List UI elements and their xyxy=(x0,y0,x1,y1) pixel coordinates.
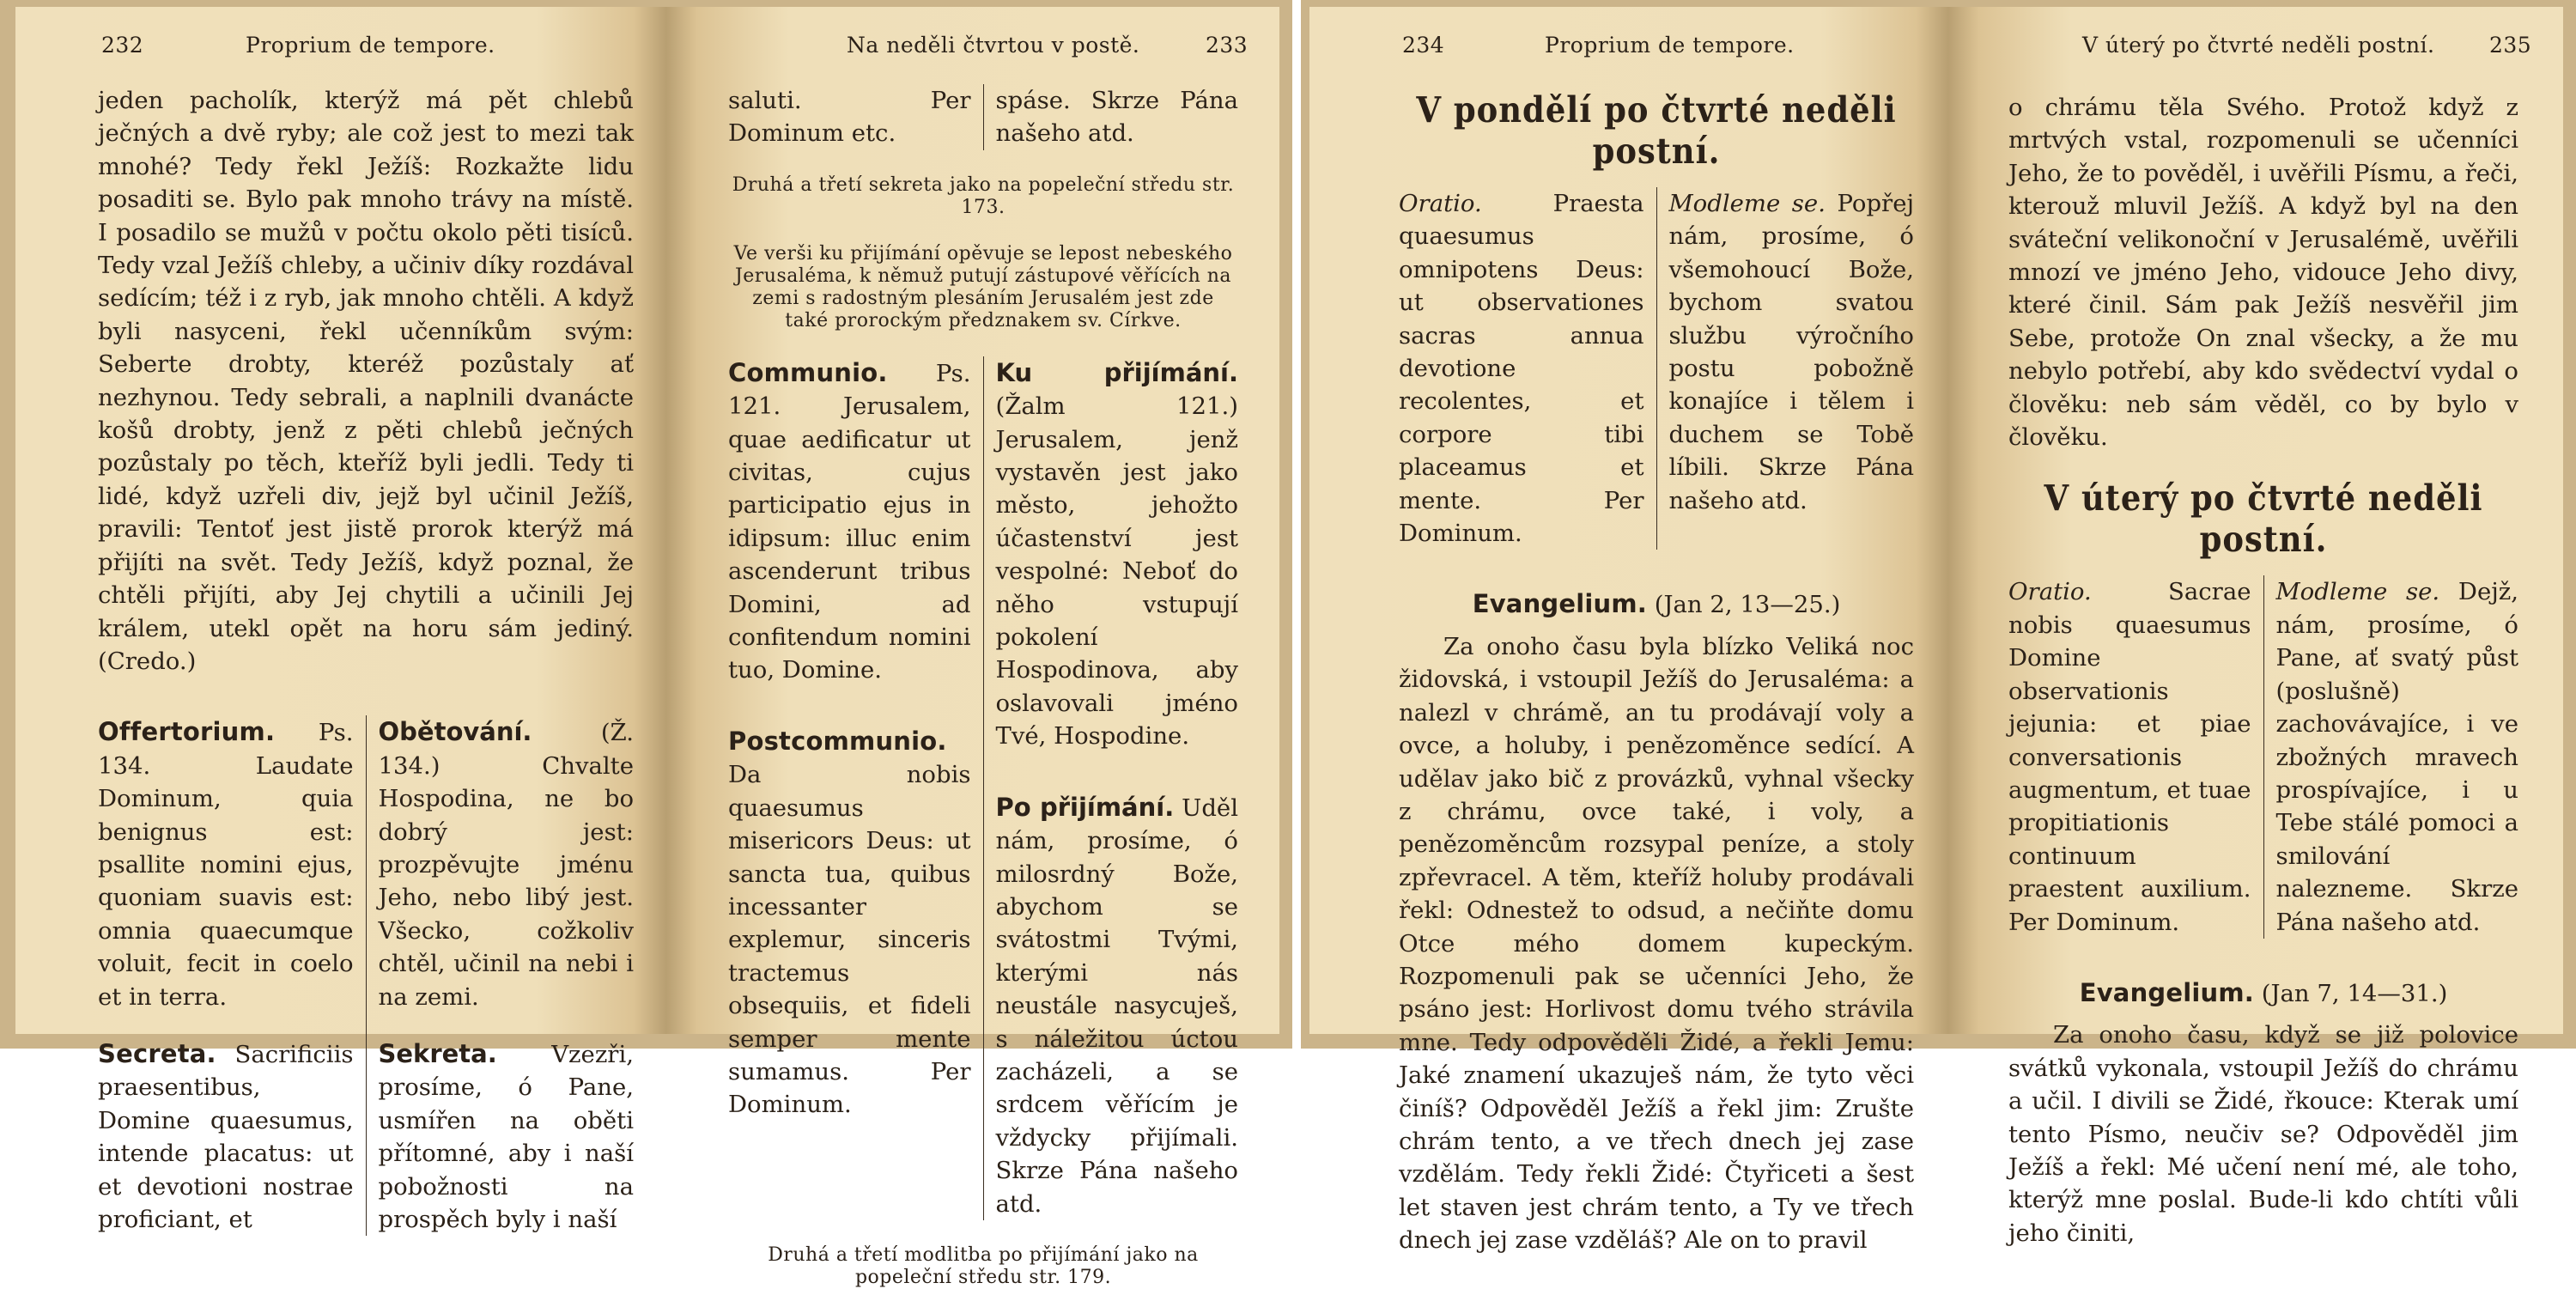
offertorium-text: Laudate Dominum, quia benignus est: psallite nomini ejus, quoniam suavis est: omnia quaecumque voluit, fecit in coelo et in terra. xyxy=(98,751,354,1011)
day-title-tuesday: V úterý po čtvrté neděli postní. xyxy=(2044,477,2483,561)
ku-prijimani-text: Jerusalem, jenž vystavěn jest jako město, jehožto účastenství jest vespolné: Neboť do něho vstupují pokolení Hospodinova, aby oslavovali jméno Tvé, Hospodine. xyxy=(995,425,1238,751)
offertorium-ref: Ps. 134. xyxy=(98,719,354,780)
rubric-note-communio: Ve verši ku přijímání opěvuje se lepost nebeského Jerusaléma, k němuž putují zástupové věřících na zemi s radostným plesáním Jerusalém jest zde také prorockým předznakem sv. Církve. xyxy=(733,242,1233,331)
evangelium-text: Za onoho času byla blízko Veliká noc židovská, i vstoupil Ježíš do Jerusaléma: a nalezl v chrámě, an tu prodávají voly a ovce, a holuby, i penězoměnce sedící. A udělav jako bič z provázků, vyhnal všecky z chrámu, ovce také, i voly, a penězoměncům rozsypal peníze, a stoly zpřevracel. A těm, kteříž holuby prodávali řekl: Odnestež to odsud, a nečiňte domu Otce mého domem kupeckým. Rozpomenuli pak se učenníci Jeho, že psáno jest: Horlivost domu tvého strávila mne. Tedy odpověděli Židé, a řekli Jemu: Jaké znamení ukazuješ nám, že tyto věci činíš? Odpověděl Ježíš a řekl jim: Zrušte chrám tento, a ve třech dnech jej zase vzdělám. Tedy řekli Židé: Čtyřiceti a šest let staven jest chrám tento, a Ty ve třech dnech jej zase vzděláš? Ale on to pravil xyxy=(1399,632,1914,1255)
postcommunio-heading: Postcommunio. xyxy=(728,726,947,756)
page-number: 234 xyxy=(1402,33,1445,58)
header-title: Proprium de tempore. xyxy=(1545,33,1795,58)
modleme-label: Modleme se. xyxy=(2275,578,2440,606)
header-title: V úterý po čtvrté neděli postní. xyxy=(2082,33,2435,58)
rubric-note-secreta: Druhá a třetí sekreta jako na popeleční středu str. 173. xyxy=(732,173,1235,218)
po-prijimani-text: Uděl nám, prosíme, ó milosrdný Bože, abychom se svátostmi Tvými, kterými nás neustále nasycuješ, s náležitou úctou zacházeli, a se srdcem věřícím je vždycky přijímali. Skrze Pána našeho atd. xyxy=(995,793,1239,1218)
gospel-continuation: jeden pacholík, kterýž má pět chlebů ječných a dvě ryby; ale což jest to mezi tak mnohé? Tedy řekl Ježíš: Rozkažte lidu posaditi se. Bylo pak mnoho trávy na místě. I posadilo se mužů v počtu okolo pěti tisíců. Tedy vzal Ježíš chleby, a učiniv díky rozdával sedícím; též i z ryb, jak mnoho chtěli. A když byli nasyceni, řekl učenníkům svým: Seberte drobty, kteréž pozůstaly ať nezhynou. Tedy sebrali, a naplnili dvanácte košů drobty, jenž z pěti chlebů ječných pozůstaly po těch, kteříž byli jedli. Tedy ti lidé, když uzřeli div, jejž byl učinil Ježíš, pravili: Tentoť jest jistě prorok kterýž má přijíti na svět. Tedy Ježíš, když poznal, že chtěli přijíti, aby Jej chytili a učinili Jej králem, utekl opět na horu sám jediný. (Credo.) xyxy=(98,87,634,675)
ku-prijimani-heading: Ku přijímání. xyxy=(995,357,1238,387)
modleme-text: Dejž, nám, prosíme, ó Pane, ať svatý půst (poslušně) zachovávajíce, i ve zbožných mravech prospívajíce, i u Tebe stálé pomoci a smilování nalezneme. Skrze Pána našeho atd. xyxy=(2275,578,2518,936)
evangelium-ref: (Jan 2, 13—25.) xyxy=(1647,591,1841,619)
oratio-label: Oratio. xyxy=(1399,190,1482,217)
po-prijimani-heading: Po přijímání. xyxy=(995,792,1175,822)
offertorium-heading: Offertorium. xyxy=(98,717,276,747)
running-header xyxy=(15,33,666,67)
postcommunio-text: Da nobis quaesumus misericors Deus: ut sancta tua, quibus incessanter explemur, sinceris tractemus obsequiis, et fideli semper mente sumamus. Per Dominum. xyxy=(728,761,971,1119)
sekreta-text: Vzezři, prosíme, ó Pane, usmířen na oběti přítomné, aby i naší pobožnosti na prospěch byly i naší xyxy=(378,1040,634,1233)
communio-ref: Ps. 121. xyxy=(728,359,971,421)
running-header xyxy=(1948,33,2563,67)
obetovani-heading: Obětování. xyxy=(378,717,532,747)
secreta-conclusion-czech: spáse. Skrze Pána našeho atd. xyxy=(995,87,1238,148)
evangelium-heading: Evangelium. xyxy=(2079,977,2255,1007)
modleme-label: Modleme se. xyxy=(1668,190,1826,217)
page-number: 235 xyxy=(2489,33,2532,58)
evangelium-text: Za onoho času, když se již polovice svátků vykonala, vstoupil Ježíš do chrámu a učil. I divili se Židé, řkouce: Kterak umí tento Písmo, neučiv se? Odpověděl jim Ježíš a řekl: Mé učení není mé, ale toho, kterýž mne poslal. Bude-li kdo chtíti vůli jeho činiti, xyxy=(2008,1021,2518,1247)
secreta-heading: Secreta. xyxy=(98,1038,216,1068)
running-header xyxy=(666,33,1279,67)
header-title: Na neděli čtvrtou v postě. xyxy=(847,33,1140,58)
communio-heading: Communio. xyxy=(728,357,888,387)
communio-text: Jerusalem, quae aedificatur ut civitas, cujus participatio ejus in idipsum: illuc enim ascenderunt tribus Domini, ad confitendum nomini tuo, Domine. xyxy=(728,392,971,684)
sekreta-heading: Sekreta. xyxy=(378,1038,497,1068)
oratio-text: Praesta quaesumus omnipotens Deus: ut observationes sacras annua devotione recolentes, et corpore tibi placeamus et mente. Per Dominum. xyxy=(1399,190,1644,548)
day-title-monday: V pondělí po čtvrté neděli postní. xyxy=(1416,89,1897,172)
header-title: Proprium de tempore. xyxy=(246,33,495,58)
rubric-note-postcommunio: Druhá a třetí modlitba po přijímání jako na popeleční středu str. 179. xyxy=(768,1243,1199,1288)
oratio-text: Sacrae nobis quaesumus Domine observationis jejunia: et piae conversationis augmentum, et tuae propitiationis continuum praestent auxilium. Per Dominum. xyxy=(2008,578,2251,936)
page-number: 232 xyxy=(101,33,144,58)
oratio-label: Oratio. xyxy=(2008,578,2092,606)
modleme-text: Popřej nám, prosíme, ó všemohoucí Bože, bychom svatou službu výročního postu pobožně konajíce i tělem i duchem se Tobě líbili. Skrze Pána našeho atd. xyxy=(1668,190,1914,514)
ku-prijimani-ref: (Žalm 121.) xyxy=(995,392,1238,421)
evangelium-ref: (Jan 7, 14—31.) xyxy=(2254,979,2448,1007)
secreta-conclusion-latin: saluti. Per Dominum etc. xyxy=(728,87,971,148)
secreta-text: Sacrificiis praesentibus, Domine quaesumus, intende placatus: ut et devotioni nostrae proficiant, et xyxy=(98,1040,354,1233)
running-header xyxy=(1309,33,1948,67)
page-232 xyxy=(15,7,666,1233)
page-234 xyxy=(1309,7,1948,1255)
page-233 xyxy=(666,7,1279,1288)
obetovani-text: Chvalte Hospodina, ne bo dobrý jest: prozpěvujte jménu Jeho, nebo libý jest. Všecko, cožkoliv chtěl, učinil na nebi i na zemi. xyxy=(378,751,634,1011)
obetovani-ref: (Ž. 134.) xyxy=(378,719,634,780)
gospel-continuation: o chrámu těla Svého. Protož když z mrtvých vstal, rozpomenuli se učenníci Jeho, že to pověděl, i uvěřili Písmu, a řeči, kterouž mluvil Ježíš. A když byl na den sváteční velikonoční v Jerusalémě, uvěřili mnozí ve jméno Jeho, vidouce Jeho divy, které činil. Sám pak Ježíš nesvěřil jim Sebe, protože On znal všecky, a že mu nebylo potřebí, aby kdo svědectví vydal o člověku: neb sám věděl, co by bylo v člověku. xyxy=(2008,94,2518,452)
evangelium-heading: Evangelium. xyxy=(1472,589,1648,619)
page-number: 233 xyxy=(1206,33,1249,58)
page-235 xyxy=(1948,7,2563,1247)
book-spread-right xyxy=(1301,0,2576,1255)
